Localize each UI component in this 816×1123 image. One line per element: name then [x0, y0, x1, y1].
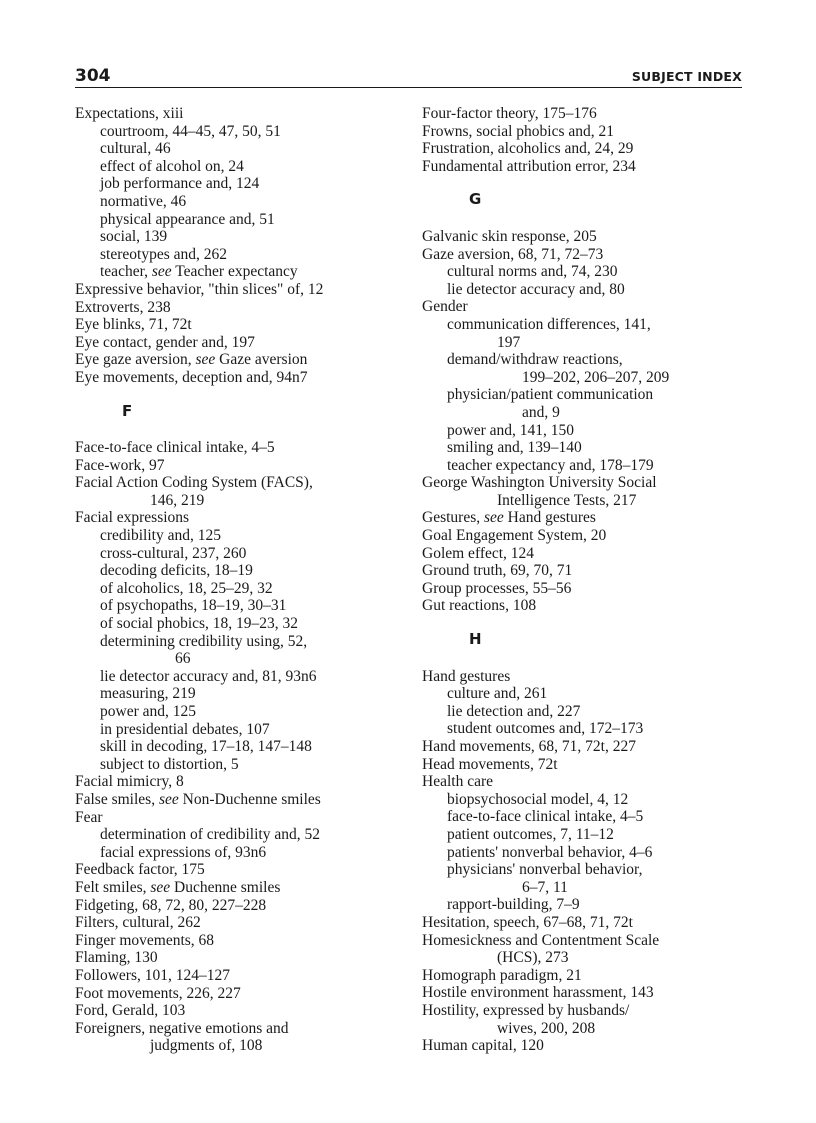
- index-entry: Health care: [422, 773, 493, 791]
- index-subentry-continuation: and, 9: [522, 403, 560, 421]
- index-entry: Facial mimicry, 8: [75, 773, 184, 791]
- see-reference: see: [484, 509, 504, 527]
- index-subentry: determination of credibility and, 52: [100, 826, 320, 844]
- index-subentry: power and, 125: [100, 703, 196, 720]
- index-subentry: patient outcomes, 7, 11–12: [447, 825, 614, 843]
- see-reference: see: [151, 263, 172, 281]
- index-subentry: stereotypes and, 262: [100, 245, 227, 263]
- index-subentry: cross-cultural, 237, 260: [100, 544, 247, 562]
- see-reference: see: [195, 351, 216, 369]
- index-entry: Frustration, alcoholics and, 24, 29: [422, 140, 634, 158]
- index-entry-continuation: wives, 200, 208: [497, 1019, 596, 1037]
- index-subentry: credibility and, 125: [100, 527, 221, 545]
- index-subentry: facial expressions of, 93n6: [100, 843, 267, 861]
- index-subentry: effect of alcohol on, 24: [100, 157, 244, 175]
- index-entry: Gut reactions, 108: [422, 597, 537, 615]
- index-entry-continuation: 197: [497, 333, 521, 351]
- index-entry: Hand movements, 68, 71, 72t, 227: [422, 738, 636, 755]
- entry-text: Gestures,: [422, 509, 484, 527]
- index-entry: Head movements, 72t: [422, 755, 558, 773]
- index-subentry: cultural norms and, 74, 230: [447, 263, 618, 281]
- index-subentry: lie detection and, 227: [447, 702, 581, 720]
- index-entry: Facial Action Coding System (FACS),: [75, 474, 313, 492]
- index-subentry: of psychopaths, 18–19, 30–31: [100, 597, 287, 615]
- index-entry: [75, 791, 405, 809]
- index-subentry: student outcomes and, 172–173: [447, 720, 644, 738]
- index-entry: Gaze aversion, 68, 71, 72–73: [422, 245, 604, 263]
- index-entry: Extroverts, 238: [75, 298, 171, 316]
- index-entry: Gender: [422, 298, 468, 316]
- index-entry: Feedback factor, 175: [75, 861, 205, 879]
- index-entry-continuation: judgments of, 108: [150, 1037, 263, 1055]
- index-entry: Face-to-face clinical intake, 4–5: [75, 439, 275, 457]
- index-entry: Finger movements, 68: [75, 931, 215, 949]
- index-entry: Hesitation, speech, 67–68, 71, 72t: [422, 913, 633, 931]
- index-entry: Eye movements, deception and, 94n7: [75, 368, 308, 386]
- index-subentry: skill in decoding, 17–18, 147–148: [100, 738, 312, 756]
- index-entry-continuation: 146, 219: [150, 491, 205, 509]
- index-subentry: biopsychosocial model, 4, 12: [447, 790, 629, 808]
- index-subentry: teacher expectancy and, 178–179: [447, 456, 654, 474]
- index-subentry: measuring, 219: [100, 685, 196, 703]
- index-subentry: of social phobics, 18, 19–23, 32: [100, 615, 299, 633]
- cross-reference-target: Non-Duchenne smiles: [178, 790, 321, 808]
- index-entry: Goal Engagement System, 20: [422, 527, 607, 545]
- index-subentry: lie detector accuracy and, 81, 93n6: [100, 667, 317, 685]
- index-subentry: lie detector accuracy and, 80: [447, 280, 625, 298]
- index-entry: Fidgeting, 68, 72, 80, 227–228: [75, 896, 267, 914]
- index-subentry: courtroom, 44–45, 47, 50, 51: [100, 122, 281, 140]
- index-entry: Frowns, social phobics and, 21: [422, 122, 615, 140]
- page-number: 304: [75, 66, 111, 86]
- index-column-right: [422, 105, 752, 1055]
- index-entry: Expressive behavior, "thin slices" of, 12: [75, 280, 324, 298]
- index-entry: Galvanic skin response, 205: [422, 227, 597, 245]
- index-entry: Ground truth, 69, 70, 71: [422, 562, 573, 580]
- entry-text: Eye gaze aversion,: [75, 351, 196, 369]
- entry-text: Felt smiles,: [75, 878, 151, 896]
- index-subentry-continuation: 6–7, 11: [522, 878, 568, 896]
- index-subentry: decoding deficits, 18–19: [100, 562, 253, 580]
- index-entry: Hostile environment harassment, 143: [422, 984, 654, 1002]
- running-head: SUBJECT INDEX: [631, 69, 742, 84]
- index-subentry: job performance and, 124: [100, 175, 260, 193]
- index-entry: Ford, Gerald, 103: [75, 1002, 186, 1020]
- section-letter: F: [122, 401, 133, 420]
- index-entry: Foreigners, negative emotions and: [75, 1019, 289, 1037]
- entry-text: teacher,: [100, 263, 152, 281]
- index-subentry: communication differences, 141,: [447, 315, 651, 333]
- entry-text: False smiles,: [75, 790, 159, 808]
- index-entry: [75, 879, 405, 897]
- index-entry-continuation: Intelligence Tests, 217: [497, 491, 637, 509]
- index-entry: [422, 509, 752, 527]
- see-reference: see: [150, 878, 171, 896]
- index-subentry: subject to distortion, 5: [100, 755, 239, 773]
- index-entry: Foot movements, 226, 227: [75, 984, 241, 1002]
- index-entry: Homesickness and Contentment Scale: [422, 931, 660, 949]
- section-letter: G: [469, 190, 482, 209]
- page-header: [75, 64, 742, 88]
- index-subentry-continuation: 199–202, 206–207, 209: [522, 368, 670, 386]
- index-subentry: power and, 141, 150: [447, 421, 574, 439]
- index-subentry: patients' nonverbal behavior, 4–6: [447, 843, 653, 861]
- cross-reference-target: Hand gestures: [503, 509, 596, 527]
- index-entry: Expectations, xiii: [75, 105, 184, 122]
- index-entry: Four-factor theory, 175–176: [422, 105, 597, 122]
- index-entry: Hand gestures: [422, 667, 511, 685]
- index-entry: Homograph paradigm, 21: [422, 966, 582, 984]
- index-subentry: culture and, 261: [447, 685, 548, 703]
- index-entry: Human capital, 120: [422, 1037, 544, 1055]
- index-entry: Fundamental attribution error, 234: [422, 157, 636, 175]
- index-entry: George Washington University Social: [422, 474, 657, 492]
- index-entry: Golem effect, 124: [422, 544, 535, 562]
- index-subentry: cultural, 46: [100, 140, 171, 158]
- index-subentry: smiling and, 139–140: [447, 439, 582, 457]
- index-entry: Group processes, 55–56: [422, 579, 572, 597]
- index-entry: [75, 351, 405, 369]
- index-subentry: of alcoholics, 18, 25–29, 32: [100, 579, 273, 597]
- index-subentry: [75, 263, 405, 281]
- index-entry-continuation: (HCS), 273: [497, 949, 569, 967]
- index-subentry: social, 139: [100, 228, 168, 246]
- index-entry: Followers, 101, 124–127: [75, 966, 230, 984]
- see-reference: see: [158, 790, 179, 808]
- index-entry: Face-work, 97: [75, 456, 165, 474]
- cross-reference-target: Gaze aversion: [215, 351, 308, 369]
- index-subentry: rapport-building, 7–9: [447, 896, 580, 914]
- index-entry: Facial expressions: [75, 509, 190, 527]
- index-subentry: normative, 46: [100, 192, 187, 210]
- header-rule: [75, 87, 742, 88]
- index-subentry: physician/patient communication: [447, 386, 654, 404]
- index-entry: Eye contact, gender and, 197: [75, 333, 255, 351]
- section-letter: H: [469, 630, 482, 649]
- index-entry: Hostility, expressed by husbands/: [422, 1001, 630, 1019]
- index-entry: Fear: [75, 808, 103, 826]
- cross-reference-target: Teacher expectancy: [171, 263, 298, 281]
- index-entry: Filters, cultural, 262: [75, 914, 201, 932]
- index-subentry: face-to-face clinical intake, 4–5: [447, 808, 644, 826]
- index-entry: Flaming, 130: [75, 949, 158, 967]
- index-subentry: physical appearance and, 51: [100, 210, 275, 228]
- index-subentry-continuation: 66: [175, 650, 191, 668]
- index-subentry: physicians' nonverbal behavior,: [447, 861, 643, 879]
- index-entry: Eye blinks, 71, 72t: [75, 316, 192, 334]
- index-subentry: demand/withdraw reactions,: [447, 351, 623, 369]
- index-column-left: [75, 105, 405, 1055]
- cross-reference-target: Duchenne smiles: [170, 878, 281, 896]
- index-subentry: determining credibility using, 52,: [100, 632, 308, 650]
- index-subentry: in presidential debates, 107: [100, 720, 270, 738]
